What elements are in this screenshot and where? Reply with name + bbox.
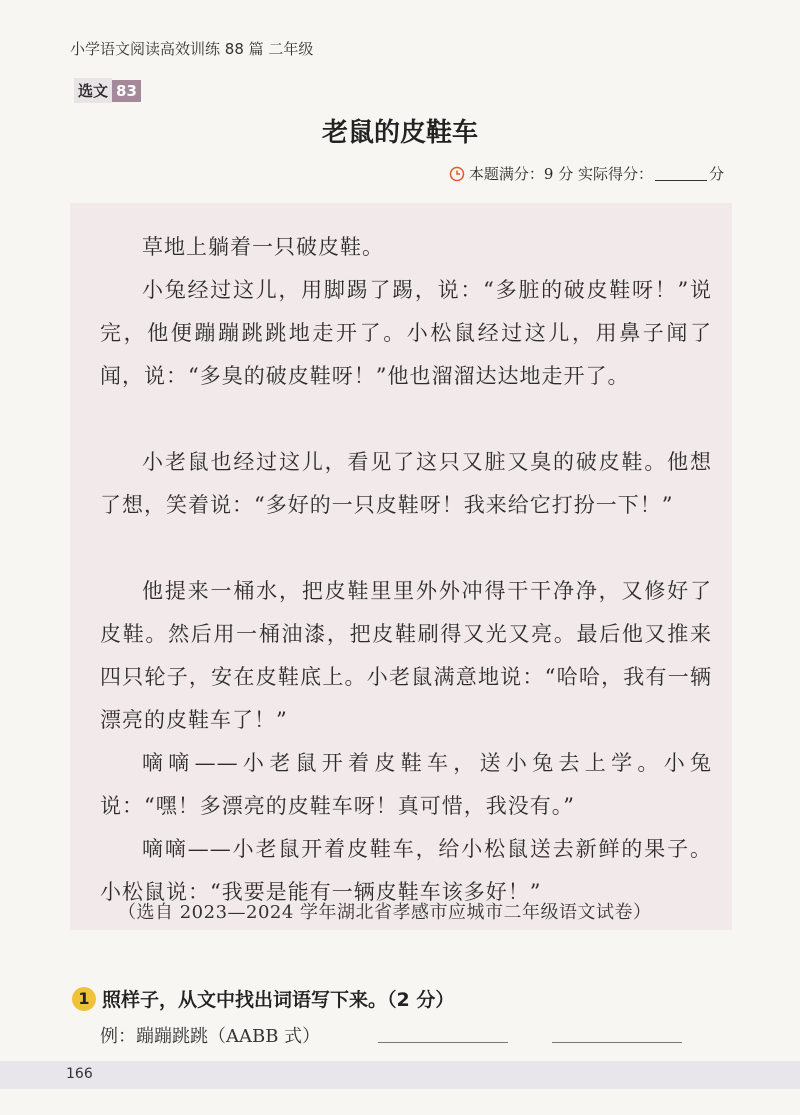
score-text: 本题满分：9 分 实际得分： (468, 165, 653, 183)
paragraph: 小兔经过这儿，用脚踢了踢，说：“多脏的破皮鞋呀！”说完，他便蹦蹦跳跳地走开了。小松鼠经过这儿，用鼻子闻了闻，说：“多臭的破皮鞋呀！”他也溜溜达达地走开了。 (100, 278, 712, 388)
question-1 (72, 985, 454, 1012)
paragraph: 他提来一桶水，把皮鞋里里外外冲得干干净净，又修好了皮鞋。然后用一桶油漆，把皮鞋刷得又光又亮。最后他又推来四只轮子，安在皮鞋底上。小老鼠满意地说：“哈哈，我有一辆漂亮的皮鞋车了！” (100, 579, 712, 732)
score-line (449, 163, 724, 184)
question-text: 照样子，从文中找出词语写下来。（2 分） (102, 989, 455, 1011)
source-citation: （选自 2023—2024 学年湖北省孝感市应城市二年级语文试卷） (118, 902, 652, 923)
paragraph: 草地上躺着一只破皮鞋。 (142, 235, 384, 259)
page-number: 166 (66, 1066, 93, 1082)
paragraph: 嘀嘀——小老鼠开着皮鞋车，给小松鼠送去新鲜的果子。小松鼠说：“我要是能有一辆皮鞋车该多好！” (100, 837, 712, 904)
article-title: 老鼠的皮鞋车 (321, 118, 478, 148)
book-header: 小学语文阅读高效训练 88 篇 二年级 (70, 40, 314, 58)
score-blank[interactable] (655, 166, 707, 181)
answer-line[interactable] (378, 1042, 508, 1043)
paragraph: 小老鼠也经过这儿，看见了这只又脏又臭的破皮鞋。他想了想，笑着说：“多好的一只皮鞋呀！我来给它打扮一下！” (100, 450, 712, 517)
clock-icon (449, 166, 465, 182)
example-line: 例：蹦蹦跳跳（AABB 式） (100, 1026, 321, 1047)
badge-number: 83 (112, 80, 141, 102)
passage-box (70, 203, 732, 930)
answer-line[interactable] (552, 1042, 682, 1043)
score-unit: 分 (708, 165, 724, 183)
selection-badge (74, 78, 141, 103)
question-number-marker: 1 (72, 987, 96, 1011)
footer-bar (0, 1061, 800, 1089)
badge-label: 选文 (74, 78, 112, 103)
paragraph: 嘀嘀——小老鼠开着皮鞋车，送小兔去上学。小兔说：“嘿！多漂亮的皮鞋车呀！真可惜，我没有。” (100, 751, 712, 818)
